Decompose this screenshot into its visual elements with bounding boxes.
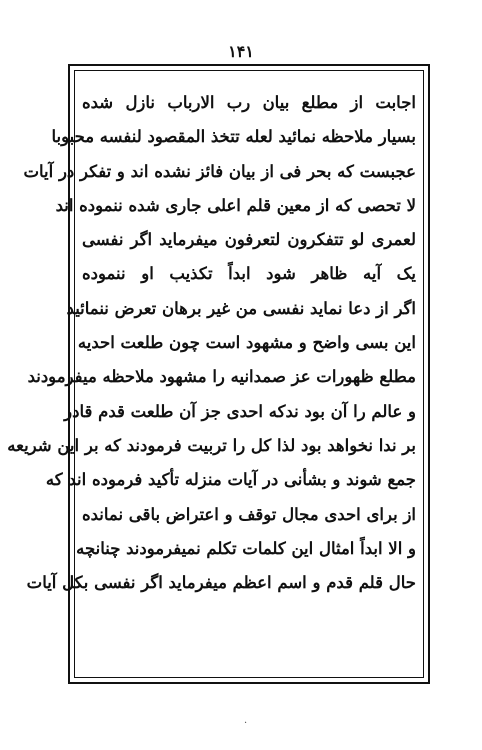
- text-line: این بسی واضح و مشهود است چون طلعت احدیه: [77, 333, 416, 353]
- page-number: ۱۴۱: [228, 42, 254, 61]
- text-line: لعمری لو تتفکرون لتعرفون میفرماید اگر نفسی: [82, 230, 416, 250]
- text-line: یک آیه ظاهر شود ابداً تکذیب او ننموده: [82, 264, 416, 284]
- text-line: از برای احدی مجال توقف و اعتراض باقی نمانده: [82, 504, 416, 524]
- text-line: و عالم را آن بود ندکه احدی جز آن طلعت قدم قادر: [64, 401, 416, 421]
- text-line: عجبست که بحر فی از بیان فائز نشده اند و تفکر در آیات: [23, 161, 416, 181]
- text-line: اگر از دعا نماید نفسی من غیر برهان تعرض ننمائید: [66, 298, 416, 318]
- text-line: حال قلم قدم و اسم اعظم میفرماید اگر نفسی بکل آیات: [26, 573, 416, 593]
- text-line: بسیار ملاحظه نمائید لعله تتخذ المقصود لنفسه محبوبا: [51, 127, 416, 147]
- text-line: و الا ابداً امثال این کلمات تکلم نمیفرمودند چنانچه: [76, 538, 416, 558]
- text-line: مطلع ظهورات عز صمدانیه را مشهود ملاحظه میفرمودند: [27, 367, 416, 387]
- text-line: لا تحصی که از معین قلم اعلی جاری شده ننموده اند: [55, 195, 416, 215]
- text-line: جمع شوند و بشأنی در آیات منزله تأکید فرموده اند که: [45, 470, 416, 490]
- ink-speck: ·: [244, 718, 248, 729]
- body-text: [7, 86, 416, 600]
- text-line: بر ندا نخواهد بود لذا کل را تربیت فرمودند که بر این شریعه: [7, 435, 416, 455]
- text-line: اجابت از مطلع بیان رب الارباب نازل شده: [82, 93, 416, 112]
